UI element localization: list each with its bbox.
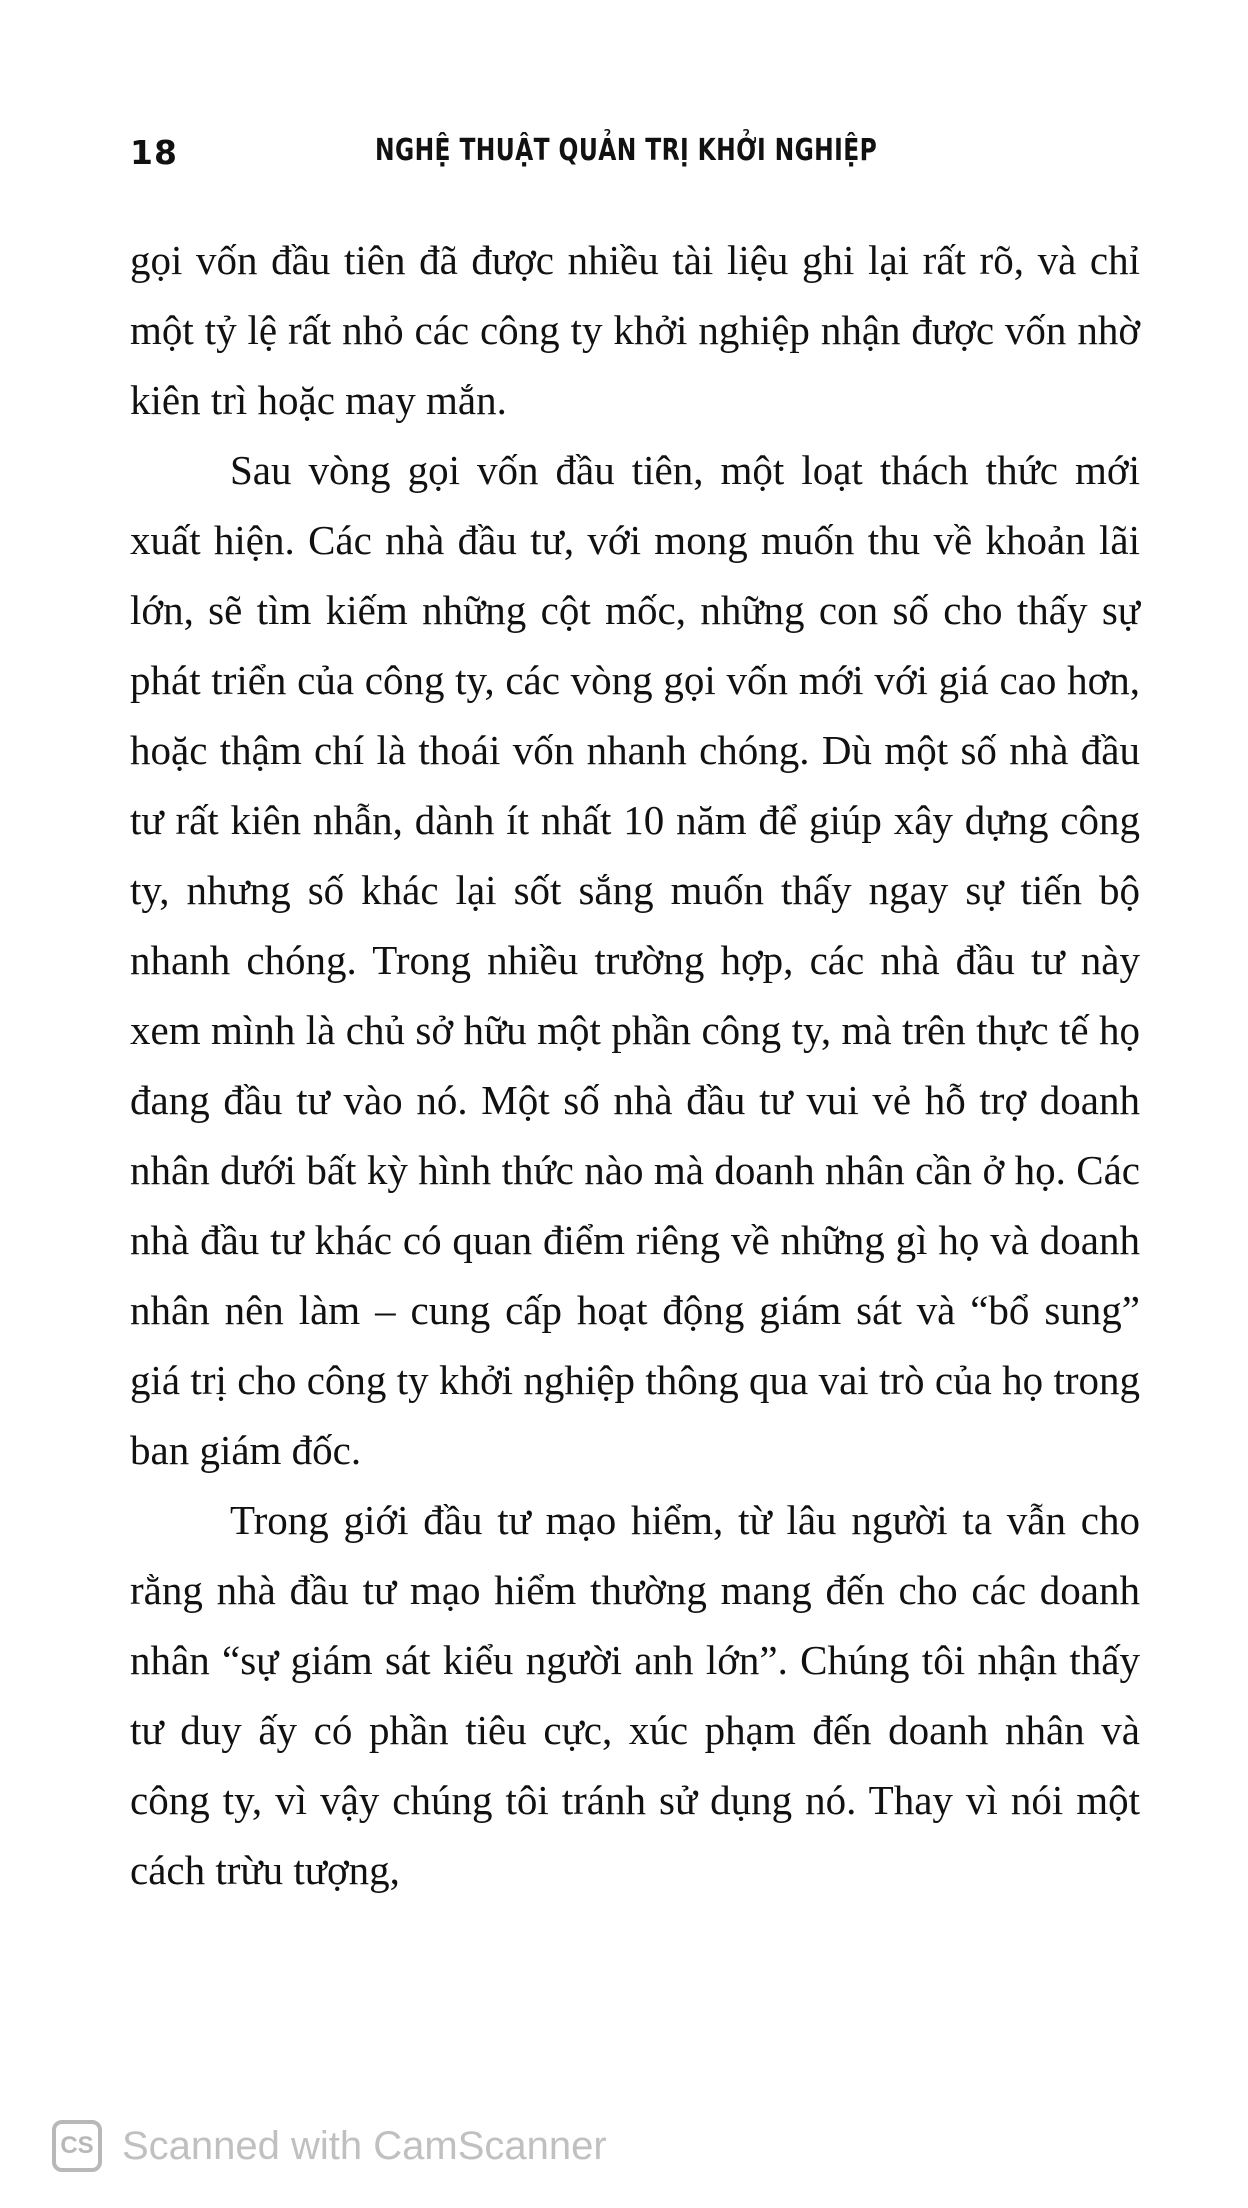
page-number: 18 <box>130 133 178 172</box>
body-text <box>130 225 1140 1905</box>
camscanner-logo-icon: CS <box>52 2120 102 2172</box>
paragraph-1: gọi vốn đầu tiên đã được nhiều tài liệu ghi lại rất rõ, và chỉ một tỷ lệ rất nhỏ các công ty khởi nghiệp nhận được vốn nhờ kiên trì hoặc may mắn. <box>130 237 1140 423</box>
scanner-watermark-text: Scanned with CamScanner <box>122 2123 607 2168</box>
page-header <box>130 125 1140 185</box>
paragraph-2: Sau vòng gọi vốn đầu tiên, một loạt thách thức mới xuất hiện. Các nhà đầu tư, với mong muốn thu về khoản lãi lớn, sẽ tìm kiếm những cột mốc, những con số cho thấy sự phát triển của công ty, các vòng gọi vốn mới với giá cao hơn, hoặc thậm chí là thoái vốn nhanh chóng. Dù một số nhà đầu tư rất kiên nhẫn, dành ít nhất 10 năm để giúp xây dựng công ty, nhưng số khác lại sốt sắng muốn thấy ngay sự tiến bộ nhanh chóng. Trong nhiều trường hợp, các nhà đầu tư này xem mình là chủ sở hữu một phần công ty, mà trên thực tế họ đang đầu tư vào nó. Một số nhà đầu tư vui vẻ hỗ trợ doanh nhân dưới bất kỳ hình thức nào mà doanh nhân cần ở họ. Các nhà đầu tư khác có quan điểm riêng về những gì họ và doanh nhân nên làm – cung cấp hoạt động giám sát và “bổ sung” giá trị cho công ty khởi nghiệp thông qua vai trò của họ trong ban giám đốc. <box>130 447 1140 1473</box>
scanner-watermark <box>52 2116 607 2176</box>
paragraph-3: Trong giới đầu tư mạo hiểm, từ lâu người ta vẫn cho rằng nhà đầu tư mạo hiểm thường mang đến cho các doanh nhân “sự giám sát kiểu người anh lớn”. Chúng tôi nhận thấy tư duy ấy có phần tiêu cực, xúc phạm đến doanh nhân và công ty, vì vậy chúng tôi tránh sử dụng nó. Thay vì nói một cách trừu tượng, <box>130 1497 1140 1893</box>
running-title: NGHỆ THUẬT QUẢN TRỊ KHỞI NGHIỆP <box>375 133 878 168</box>
